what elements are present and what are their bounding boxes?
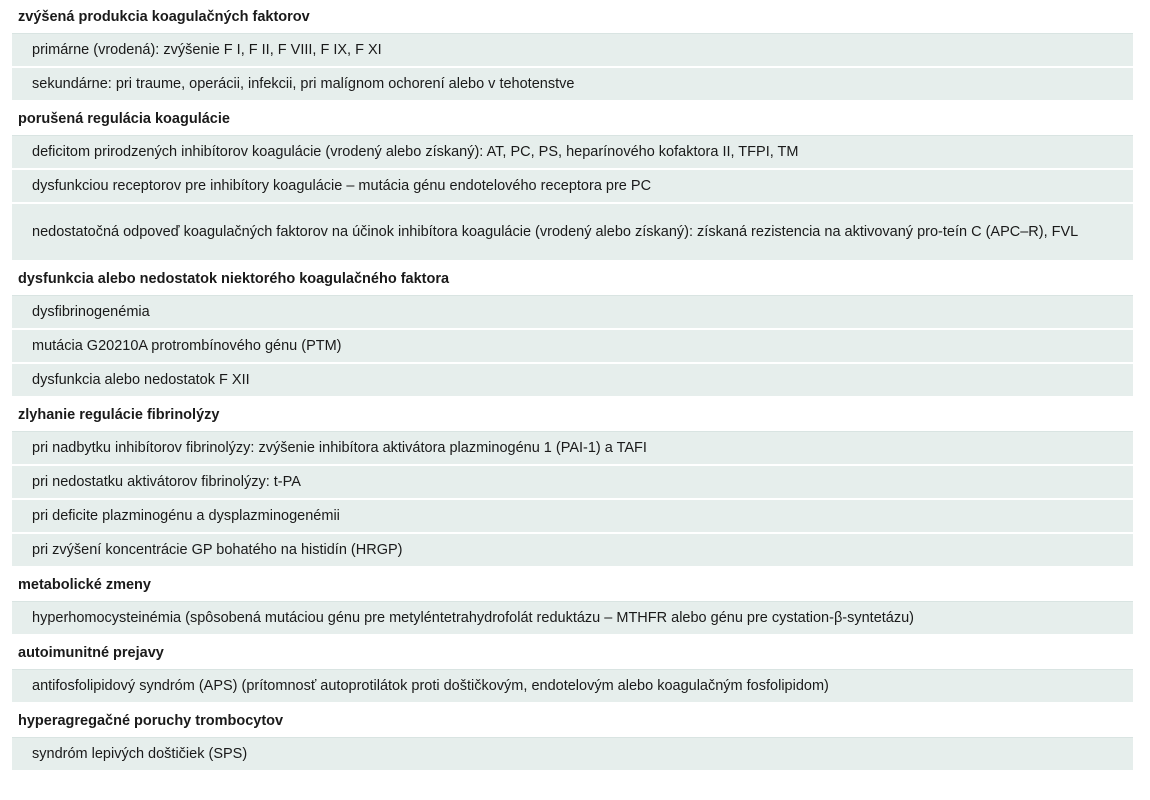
table-row bbox=[12, 432, 1133, 466]
row-text: pri zvýšení koncentrácie GP bohatého na histidín (HRGP) bbox=[32, 542, 403, 558]
row-text: pri nadbytku inhibítorov fibrinolýzy: zvýšenie inhibítora aktivátora plazminogénu 1 (PAI-1) a TAFI bbox=[32, 440, 647, 456]
row-text: pri nedostatku aktivátorov fibrinolýzy: t-PA bbox=[32, 474, 301, 490]
table-row bbox=[12, 534, 1133, 568]
row-text: syndróm lepivých doštičiek (SPS) bbox=[32, 746, 248, 762]
row-text: antifosfolipidový syndróm (APS) (prítomnosť autoprotilátok proti doštičkovým, endotelovým alebo koagulačným fosfolipidom) bbox=[32, 678, 829, 694]
section-heading: hyperagregačné poruchy trombocytov bbox=[12, 704, 1133, 738]
table-row bbox=[12, 602, 1133, 636]
table-row bbox=[12, 170, 1133, 204]
section-heading: dysfunkcia alebo nedostatok niektorého koagulačného faktora bbox=[12, 262, 1133, 296]
section-heading: metabolické zmeny bbox=[12, 568, 1133, 602]
row-text: dysfunkcia alebo nedostatok F XII bbox=[32, 372, 250, 388]
thrombophilia-causes-table bbox=[12, 0, 1133, 772]
table-row bbox=[12, 330, 1133, 364]
table-row bbox=[12, 670, 1133, 704]
table-row bbox=[12, 68, 1133, 102]
table-row bbox=[12, 204, 1133, 262]
row-text: primárne (vrodená): zvýšenie F I, F II, F VIII, F IX, F XI bbox=[32, 42, 382, 58]
row-text: nedostatočná odpoveď koagulačných faktorov na účinok inhibítora koagulácie (vrodený alebo získaný): získaná rezistencia na aktivovaný pro-teín C (APC–R), FVL bbox=[32, 224, 1079, 240]
row-text: pri deficite plazminogénu a dysplazminogenémii bbox=[32, 508, 340, 524]
table-row bbox=[12, 364, 1133, 398]
section-heading: porušená regulácia koagulácie bbox=[12, 102, 1133, 136]
table-row bbox=[12, 136, 1133, 170]
section-heading: zvýšená produkcia koagulačných faktorov bbox=[12, 0, 1133, 34]
row-text: dysfunkciou receptorov pre inhibítory koagulácie – mutácia génu endotelového receptora pre PC bbox=[32, 178, 652, 194]
row-text: sekundárne: pri traume, operácii, infekcii, pri malígnom ochorení alebo v tehotenstve bbox=[32, 76, 575, 92]
table-row bbox=[12, 738, 1133, 772]
row-text: hyperhomocysteinémia (spôsobená mutáciou génu pre metyléntetrahydrofolát reduktázu – MTHFR alebo génu pre cystation-β-syntetázu) bbox=[32, 610, 915, 626]
table-row bbox=[12, 500, 1133, 534]
section-heading: zlyhanie regulácie fibrinolýzy bbox=[12, 398, 1133, 432]
table-row bbox=[12, 296, 1133, 330]
table-row bbox=[12, 34, 1133, 68]
row-text: deficitom prirodzených inhibítorov koagulácie (vrodený alebo získaný): AT, PC, PS, heparínového kofaktora II, TFPI, TM bbox=[32, 144, 799, 160]
row-text: dysfibrinogenémia bbox=[32, 304, 150, 320]
table-row bbox=[12, 466, 1133, 500]
row-text: mutácia G20210A protrombínového génu (PTM) bbox=[32, 338, 342, 354]
section-heading: autoimunitné prejavy bbox=[12, 636, 1133, 670]
